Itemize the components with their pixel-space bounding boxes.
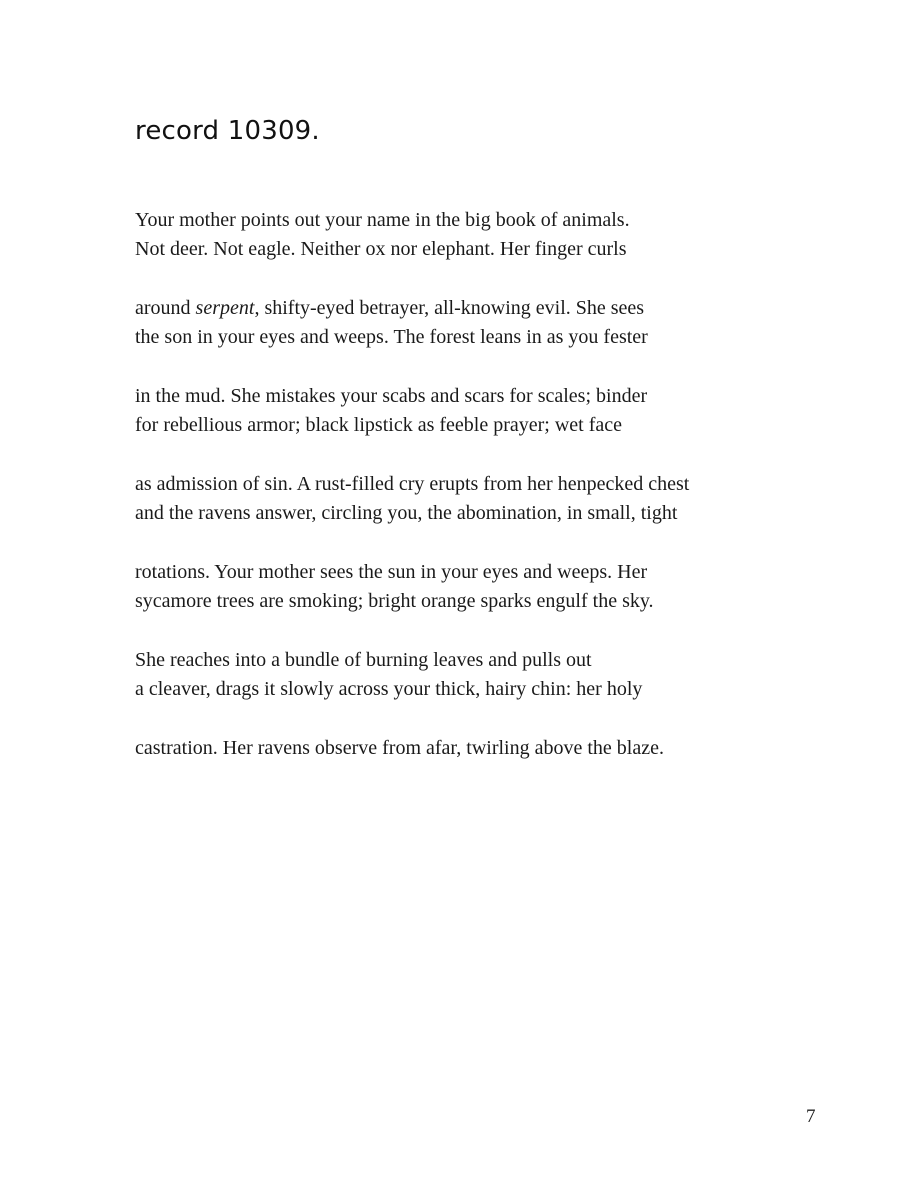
poem-title: record 10309. bbox=[135, 116, 320, 146]
poem-line: castration. Her ravens observe from afar, twirling above the blaze. bbox=[135, 737, 664, 759]
poem-line: as admission of sin. A rust-filled cry erupts from her henpecked chest bbox=[135, 473, 690, 495]
stanza-1 bbox=[135, 206, 775, 264]
poem-line: Not deer. Not eagle. Neither ox nor elephant. Her finger curls bbox=[135, 238, 627, 260]
stanza-3 bbox=[135, 382, 775, 440]
poem-line: a cleaver, drags it slowly across your thick, hairy chin: her holy bbox=[135, 678, 643, 700]
stanza-2 bbox=[135, 294, 775, 352]
poem-line bbox=[135, 294, 775, 323]
stanza-6 bbox=[135, 646, 775, 704]
poem-line: Your mother points out your name in the big book of animals. bbox=[135, 209, 630, 231]
poem-line: for rebellious armor; black lipstick as feeble prayer; wet face bbox=[135, 414, 623, 436]
poem-line: the son in your eyes and weeps. The forest leans in as you fester bbox=[135, 326, 648, 348]
page-number: 7 bbox=[806, 1106, 816, 1127]
italic-word: serpent bbox=[195, 297, 255, 319]
poem-line: and the ravens answer, circling you, the abomination, in small, tight bbox=[135, 502, 678, 524]
stanza-7 bbox=[135, 734, 775, 763]
poem-line: in the mud. She mistakes your scabs and scars for scales; binder bbox=[135, 385, 648, 407]
line-segment: , shifty-eyed betrayer, all-knowing evil. She sees bbox=[254, 297, 645, 319]
poem-line: She reaches into a bundle of burning leaves and pulls out bbox=[135, 649, 592, 671]
poem-body bbox=[135, 206, 775, 793]
stanza-5 bbox=[135, 558, 775, 616]
stanza-4 bbox=[135, 470, 775, 528]
poem-line: sycamore trees are smoking; bright orange sparks engulf the sky. bbox=[135, 590, 654, 612]
poem-line: rotations. Your mother sees the sun in your eyes and weeps. Her bbox=[135, 561, 648, 583]
line-segment: around bbox=[135, 297, 196, 319]
